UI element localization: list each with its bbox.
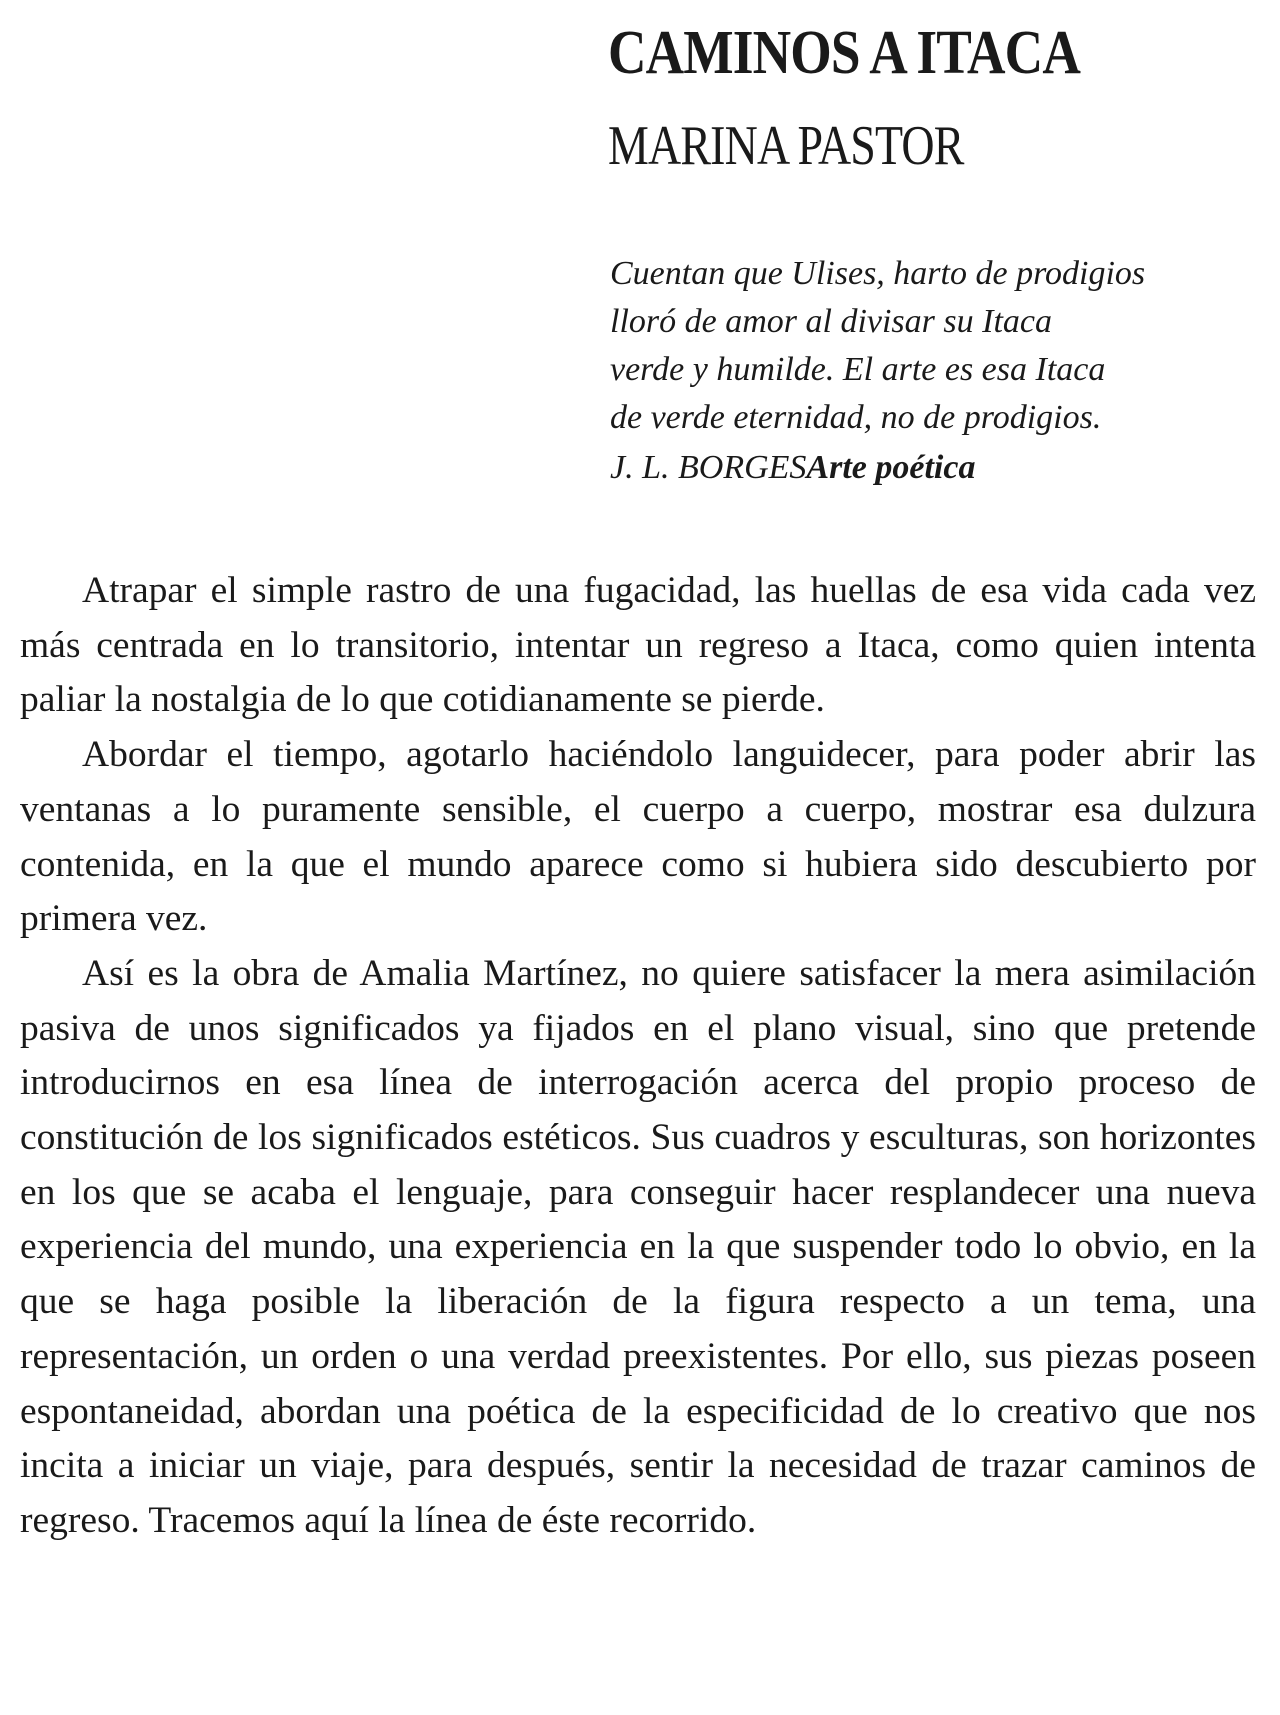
epigraph-line: lloró de amor al divisar su Itaca: [610, 303, 1052, 340]
paragraph: Así es la obra de Amalia Martínez, no quiere satisfacer la mera asimilación pasiva de unos significados ya fijados en el plano visual, sino que pretende introducirnos en esa línea de interrogación acerca del propio proceso de constitución de los significados estéticos. Sus cuadros y esculturas, son horizontes en los que se acaba el lenguaje, para conseguir hacer resplandecer una nueva experiencia del mundo, una experiencia en la que suspender todo lo obvio, en la que se haga posible la liberación de la figura respecto a un tema, una representación, un orden o una verdad preexistentes. Por ello, sus piezas poseen espontaneidad, abordan una poética de la especificidad de lo creativo que nos incita a iniciar un viaje, para después, sentir la necesidad de trazar caminos de regreso. Tracemos aquí la línea de éste recorrido.: [20, 952, 1256, 1541]
paragraph: Atrapar el simple rastro de una fugacidad, las huellas de esa vida cada vez más centrada en lo transitorio, intentar un regreso a Itaca, como quien intenta paliar la nostalgia de lo que cotidianamente se pierde.: [20, 570, 1256, 721]
attribution-work: Arte poética: [806, 449, 976, 486]
epigraph-line: verde y humilde. El arte es esa Itaca: [610, 351, 1106, 388]
body-text: [20, 564, 1256, 1549]
paragraph: Abordar el tiempo, agotarlo haciéndolo languidecer, para poder abrir las ventanas a lo puramente sensible, el cuerpo a cuerpo, mostrar esa dulzura contenida, en la que el mundo aparece como si hubiera sido descubierto por primera vez.: [20, 734, 1256, 940]
epigraph: [610, 250, 1270, 492]
epigraph-line: Cuentan que Ulises, harto de prodigios: [610, 255, 1146, 292]
page-title: CAMINOS A ITACA: [608, 19, 1080, 87]
author-name: MARINA PASTOR: [608, 115, 964, 177]
epigraph-line: de verde eternidad, no de prodigios.: [610, 399, 1102, 436]
attribution-author: J. L. BORGES: [610, 449, 807, 486]
epigraph-attribution: [610, 444, 1270, 492]
